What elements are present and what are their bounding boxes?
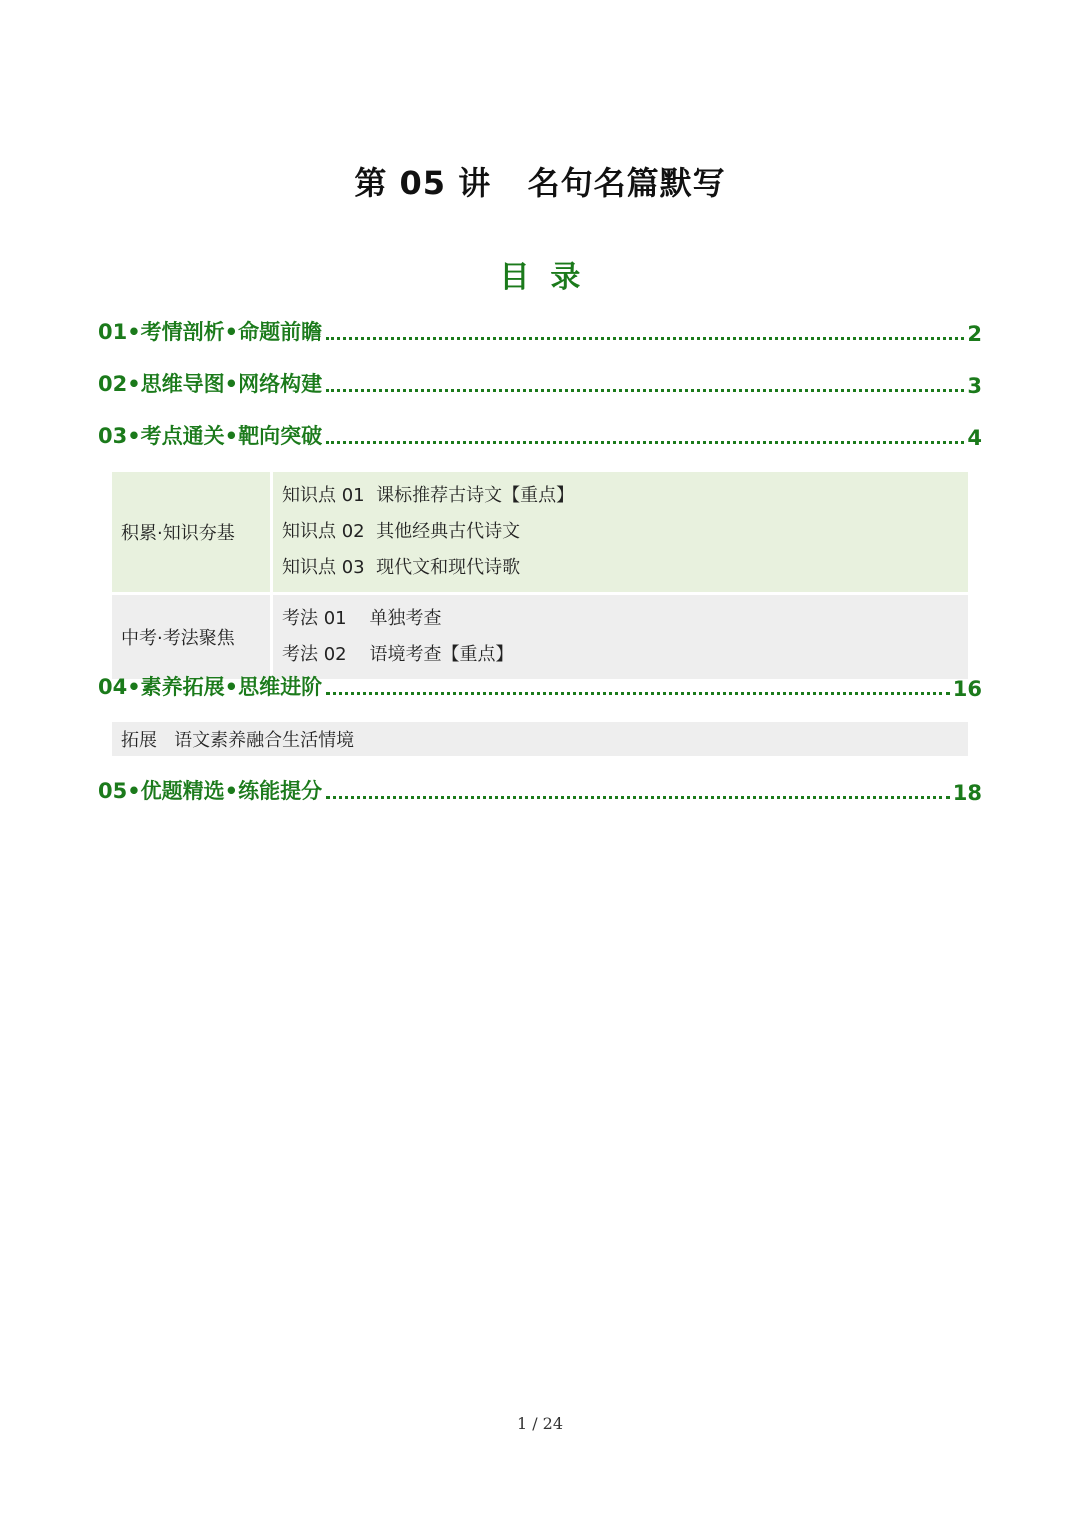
dot-leader [326, 692, 950, 695]
toc-entry-page: 18 [952, 781, 982, 805]
subtable-item[interactable]: 知识点 02 其他经典古代诗文 [282, 521, 521, 542]
toc-entry-page: 3 [967, 374, 982, 398]
toc-entry-03[interactable] [98, 420, 982, 450]
toc-entry-04[interactable] [98, 671, 982, 701]
toc-entry-02[interactable] [98, 368, 982, 398]
toc-entry-page: 16 [952, 677, 982, 701]
subtable-item[interactable]: 知识点 01 课标推荐古诗文【重点】 [282, 485, 575, 506]
toc-entry-label: 01•考情剖析•命题前瞻 [98, 320, 323, 344]
toc-entry-label: 05•优题精选•练能提分 [98, 779, 323, 803]
toc-entry-01[interactable] [98, 316, 982, 346]
toc-entry-05[interactable] [98, 775, 982, 805]
dot-leader [326, 337, 964, 340]
group-category: 中考·考法聚焦 [112, 595, 270, 679]
group-items [273, 595, 968, 679]
toc-heading: 目 录 [499, 260, 581, 295]
toc-entry-label: 02•思维导图•网络构建 [98, 372, 323, 396]
group-items [273, 472, 968, 592]
toc-entry-label: 03•考点通关•靶向突破 [98, 424, 323, 448]
page-number: 1 / 24 [516, 1414, 564, 1433]
subtable-item[interactable]: 考法 01 单独考查 [282, 608, 442, 629]
dot-leader [326, 796, 950, 799]
section3-subtable [112, 472, 968, 679]
dot-leader [326, 441, 964, 444]
document-title: 第 05 讲 名句名篇默写 [354, 164, 726, 202]
group-category: 积累·知识夯基 [112, 472, 270, 592]
dot-leader [326, 389, 964, 392]
subtable-item[interactable]: 知识点 03 现代文和现代诗歌 [282, 557, 521, 578]
toc-entry-label: 04•素养拓展•思维进阶 [98, 675, 323, 699]
toc-entry-page: 4 [967, 426, 982, 450]
subtable-group-exam [112, 595, 968, 679]
subtable-group-accumulation [112, 472, 968, 592]
subtable-item[interactable]: 考法 02 语境考查【重点】 [282, 644, 514, 665]
toc-entry-page: 2 [967, 322, 982, 346]
section4-extension-item[interactable]: 拓展 语文素养融合生活情境 [112, 722, 968, 756]
